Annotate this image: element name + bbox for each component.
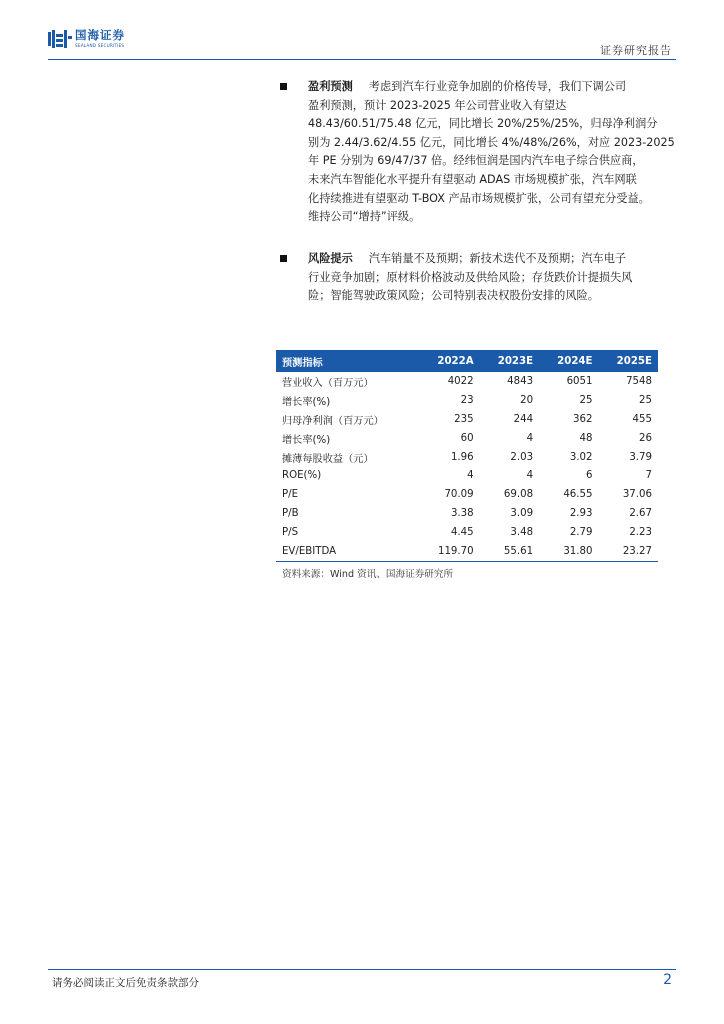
table-row	[276, 391, 658, 410]
table-row	[276, 542, 658, 561]
table-row	[276, 372, 658, 391]
table-header-cell: 预测指标	[276, 350, 419, 372]
table-cell: 2.79	[569, 527, 593, 539]
forecast-line-4: 年 PE 分别为 69/47/37 倍。经纬恒润是国内汽车电子综合供应商，	[308, 154, 644, 168]
table-cell: 3.38	[450, 508, 474, 520]
table-cell: 48	[579, 432, 593, 444]
table-row	[276, 466, 658, 485]
table-cell: 3.02	[569, 451, 593, 463]
table-cell: 6051	[566, 375, 593, 387]
table-row	[276, 504, 658, 523]
table-row-label: P/E	[282, 489, 299, 501]
table-row-label: 增长率(%)	[282, 434, 331, 446]
table-cell: 455	[632, 413, 652, 425]
report-type: 证券研究报告	[600, 44, 672, 57]
table-body	[276, 372, 658, 561]
table-cell: 244	[513, 413, 534, 425]
table-cell: 4	[526, 432, 534, 444]
table-cell: 60	[460, 432, 474, 444]
table-row	[276, 410, 658, 429]
forecast-line-5: 未来汽车智能化水平提升有望驱动 ADAS 市场规模扩张，汽车网联	[308, 172, 637, 186]
table-cell: 23.27	[599, 542, 659, 561]
risk-line-0	[308, 250, 686, 269]
table-cell: 2.93	[569, 508, 593, 520]
forecast-line-0	[308, 78, 686, 97]
square-bullet-icon	[280, 83, 287, 90]
forecast-line-6: 化持续推进有望驱动 T-BOX 产品市场规模扩张，公司有望充分受益。	[308, 191, 650, 205]
table-cell: 23	[460, 394, 474, 406]
table-row	[276, 485, 658, 504]
table-row-label: ROE(%)	[282, 470, 322, 482]
table-row-label: P/B	[282, 508, 299, 520]
table-header-cell: 2025E	[599, 350, 659, 372]
table-row-label: 摊薄每股收益（元）	[282, 453, 374, 465]
sealand-logo-icon	[48, 30, 72, 48]
table-cell: 362	[573, 413, 593, 425]
table-row-label: P/S	[282, 527, 299, 539]
table-cell: 25	[579, 394, 593, 406]
footer-divider	[48, 969, 676, 970]
table-cell: 2.67	[629, 508, 652, 520]
forecast-line-1: 盈利预测，预计 2023-2025 年公司营业收入有望达	[308, 98, 567, 112]
table-cell: 6	[586, 470, 593, 482]
forecast-section	[284, 78, 686, 227]
table-cell: 69.08	[503, 489, 534, 501]
table-cell: 4843	[507, 375, 534, 387]
forecast-line-2: 48.43/60.51/75.48 亿元，同比增长 20%/25%/25%，归母净利润分	[308, 117, 658, 131]
square-bullet-icon	[280, 255, 287, 262]
risk-section	[284, 250, 686, 306]
forecast-line-3: 别为 2.44/3.62/4.55 亿元，同比增长 4%/48%/26%，对应 2023-2025	[308, 135, 675, 149]
table-cell: 4	[467, 470, 474, 482]
table-row	[276, 448, 658, 467]
risk-line-2: 险；智能驾驶政策风险；公司特别表决权股份安排的风险。	[308, 289, 599, 303]
table-cell: 4	[526, 470, 534, 482]
table-cell: 25	[639, 394, 652, 406]
table-cell: 3.48	[510, 527, 534, 539]
table-row	[276, 523, 658, 542]
page-header	[0, 0, 724, 62]
header-divider	[48, 59, 676, 60]
table-row-label: 增长率(%)	[282, 396, 331, 408]
forecast-label: 盈利预测	[308, 80, 353, 93]
logo-text-cn: 国海证券	[75, 28, 125, 43]
table-cell: 31.80	[539, 542, 598, 561]
table-row-label: EV/EBITDA	[276, 542, 419, 561]
risk-label: 风险提示	[308, 252, 353, 265]
risk-line-0-text: 汽车销量不及预期；新技术迭代不及预期；汽车电子	[368, 252, 627, 265]
table-cell: 4022	[447, 375, 474, 387]
page-number: 2	[663, 972, 672, 988]
disclaimer-note: 请务必阅读正文后免责条款部分	[52, 977, 199, 989]
table-header-cell: 2024E	[539, 350, 598, 372]
table-row-label: 营业收入（百万元）	[282, 377, 374, 389]
forecast-table	[276, 350, 658, 562]
risk-line-1: 行业竞争加剧；原材料价格波动及供给风险；存货跌价计提损失风	[308, 270, 633, 284]
table-row-label: 归母净利润（百万元）	[282, 415, 384, 427]
table-cell: 4.45	[450, 527, 474, 539]
table-cell: 20	[520, 394, 534, 406]
table-cell: 2.23	[629, 527, 652, 539]
table-cell: 7	[645, 470, 652, 482]
table-cell: 119.70	[419, 542, 480, 561]
forecast-line-0-text: 考虑到汽车行业竞争加剧的价格传导，我们下调公司	[368, 80, 627, 93]
table-cell: 1.96	[450, 451, 474, 463]
table-cell: 7548	[626, 375, 652, 387]
company-logo	[48, 30, 125, 48]
table-source: 资料来源：Wind 资讯、国海证券研究所	[282, 569, 454, 580]
table-cell: 3.79	[629, 451, 652, 463]
table-cell: 70.09	[444, 489, 474, 501]
table-cell: 26	[639, 432, 652, 444]
table-cell: 37.06	[622, 489, 652, 501]
table-header-cell: 2022A	[419, 350, 480, 372]
table-header-row	[276, 350, 658, 372]
table-cell: 3.09	[510, 508, 534, 520]
table-header-cell: 2023E	[480, 350, 539, 372]
table-row	[276, 429, 658, 448]
table-cell: 46.55	[563, 489, 593, 501]
table-cell: 235	[454, 413, 474, 425]
forecast-line-7: 维持公司“增持”评级。	[308, 210, 421, 224]
logo-text-en: SEALAND SECURITIES	[75, 42, 125, 48]
table-cell: 55.61	[480, 542, 539, 561]
table-cell: 2.03	[510, 451, 534, 463]
